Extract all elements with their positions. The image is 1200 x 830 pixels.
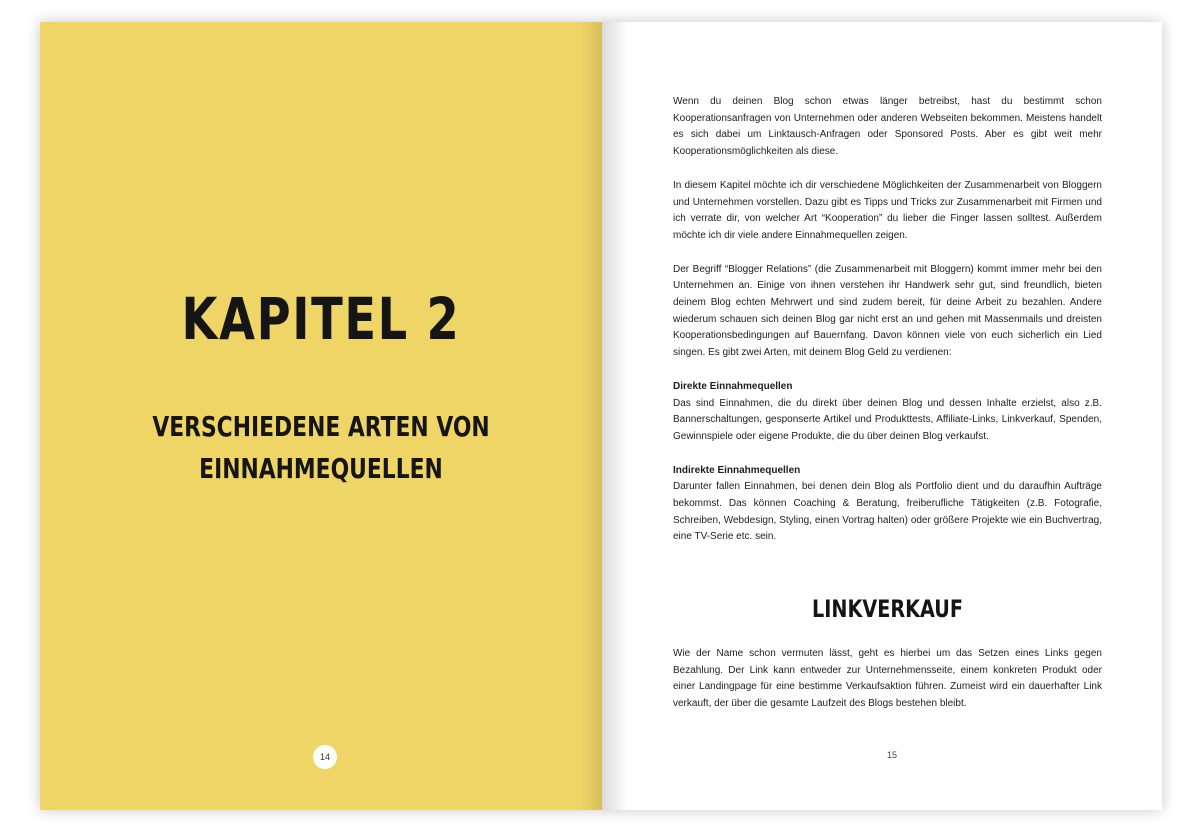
section-paragraph: Wie der Name schon vermuten lässt, geht es hierbei um das Setzen eines Links gegen Bezahlung. Der Link kann entweder zur Unternehmensseite, einem konkreten Produkt oder einer Landingpage für eine bestimme Verkaufsaktion führen. Zumeist wird ein dauerhafter Link verkauft, der über die gesamte Laufzeit des Blogs bestehen bleibt. (673, 648, 1102, 710)
paragraph-1: Wenn du deinen Blog schon etwas länger betreibst, hast du bestimmt schon Kooperationsanfragen von Unternehmen oder anderen Webseiten bekommen. Meistens handelt es sich dabei um Linktausch-Anfragen oder Sponsored Posts. Aber es gibt weit mehr Kooperationsmöglichkeiten als diese. (673, 96, 1102, 158)
indirect-income-heading: Indirekte Einnahmequellen (673, 464, 801, 476)
indirect-income-text: Darunter fallen Einnahmen, bei denen dein Blog als Portfolio dient und du daraufhin Aufträge bekommst. Das können Coaching & Beratung, freiberufliche Tätigkeiten (z.B. Fotografie, Schreiben, Webdesign, Styling, einen Vortrag halten) oder größere Projekte wie ein Buchvertrag, eine TV-Serie etc. sein. (673, 481, 1102, 543)
chapter-title: KAPITEL 2 (181, 285, 461, 353)
page-number-right: 15 (886, 750, 897, 760)
direct-income-text: Das sind Einnahmen, die du direkt über deinen Blog und dessen Inhalte erzielst, also z.B. Bannerschaltungen, gesponserte Artikel und Produkttests, Affiliate-Links, Linkverkauf, Spenden, Gewinnspiele oder eigene Produkte, die du über deinen Blog verkaufst. (673, 397, 1102, 442)
intro-text (673, 94, 1102, 563)
book-spread (40, 22, 1162, 810)
section-heading: LINKVERKAUF (812, 595, 963, 623)
right-page (602, 22, 1162, 810)
section-text-block (673, 646, 1102, 713)
chapter-subtitle-line-1: VERSCHIEDENE ARTEN VON (152, 410, 490, 443)
chapter-subtitle-line-2: EINNAHMEQUELLEN (199, 452, 443, 485)
left-page (40, 22, 602, 810)
page-number-left: 14 (313, 745, 337, 769)
gutter-shade (602, 22, 628, 810)
paragraph-3: Der Begriff “Blogger Relations” (die Zusammenarbeit mit Bloggern) kommt immer mehr bei den Unternehmen an. Einige von ihnen verstehen ihr Handwerk sehr gut, sind freundlich, bieten deinem Blog echten Mehrwert und sind zudem bereit, für deine Arbeit zu bezahlen. Andere wiederum schauen sich deinen Blog gar nicht erst an und gehen mit Massenmails und dreisten Kooperationsbedingungen auf Bauernfang. Davon können viele von euch sicherlich ein Lied singen. Es gibt zwei Arten, mit deinem Blog Geld zu verdienen: (673, 263, 1102, 359)
direct-income-heading: Direkte Einnahmequellen (673, 380, 793, 392)
chapter-subtitle (102, 406, 540, 490)
indirect-income-section (673, 463, 1102, 547)
gutter-shadow (580, 22, 602, 810)
paragraph-2: In diesem Kapitel möchte ich dir verschiedene Möglichkeiten der Zusammenarbeit von Bloggern und Unternehmen vorstellen. Dazu gibt es Tipps und Tricks zur Zusammenarbeit mit Firmen und ich verrate dir, von welcher Art “Kooperation” du lieber die Finger lassen solltest. Außerdem möchte ich dir viele andere Einnahmequellen zeigen. (673, 179, 1102, 241)
direct-income-section (673, 379, 1102, 446)
